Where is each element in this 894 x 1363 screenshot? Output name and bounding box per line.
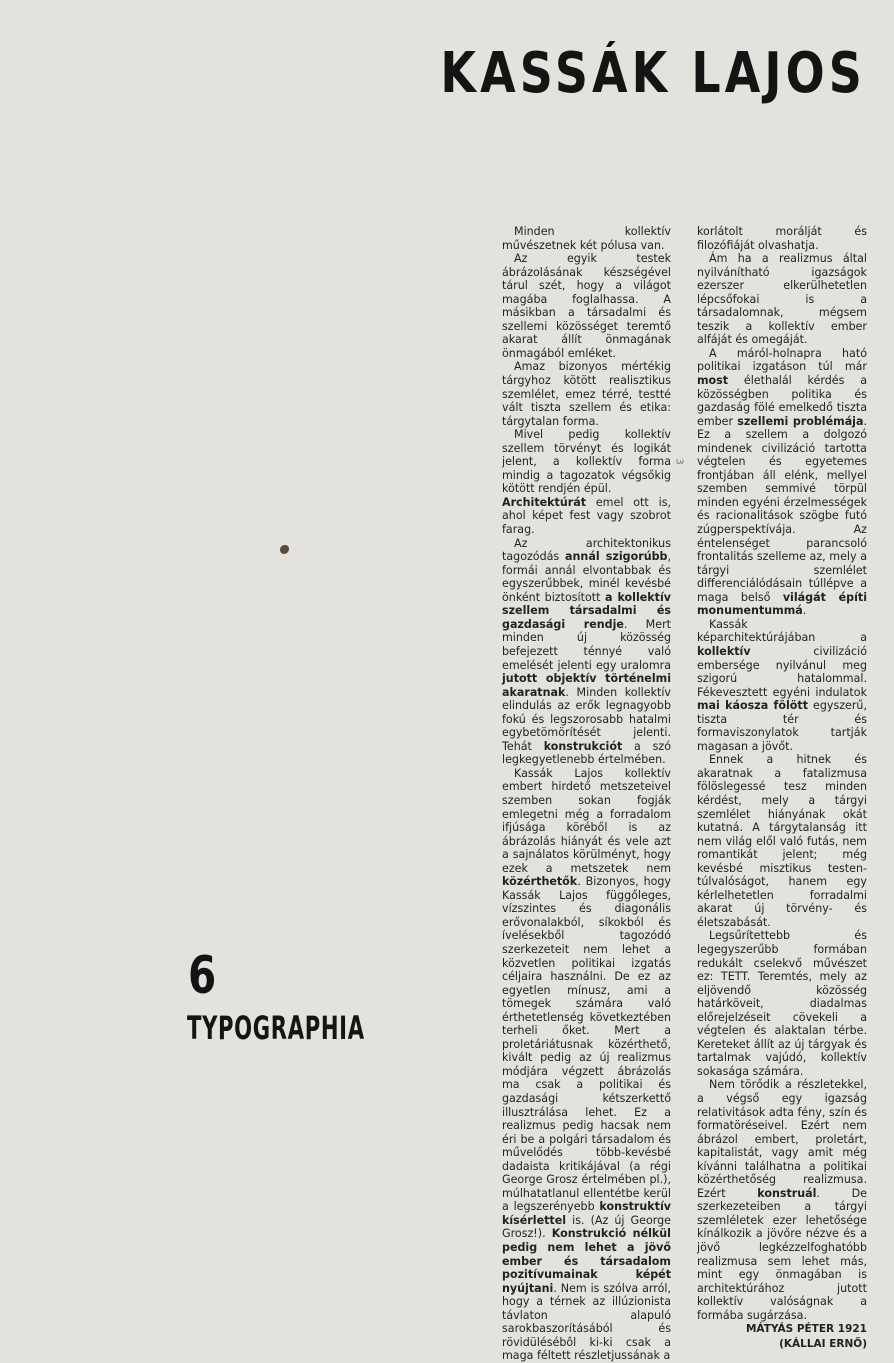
- paragraph: Legsűrítettebb és legegyszerűbb formában redukált cselekvő művészet ez: TETT. Teremtés, mely az eljövendő közösség határköveit, diadalmas előrejelzéseit cövekeli a végtelen és alaktalan térbe. Kereteket állít az új tárgyak és tartalmak vajúdó, kollektív sokasága számára.: [697, 929, 867, 1078]
- paragraph: Minden kollektív művészetnek két pólusa van.: [502, 225, 671, 252]
- paragraph: A máról-holnapra ható politikai izgatáson túl már most élethalál kérdés a közösségben politika és gazdaság fölé emelkedő tiszta ember szellemi problémája. Ez a szellem a dolgozó mindenek civilizáció tartotta végtelen és egyetemes frontjában áll elénk, mellyel szemben semmivé törpül minden egyéni érzelmességek és racionalitások szögbe futó zúgperspektívája. Az éntelenséget parancsoló frontalitás szelleme az, mely a tárgyi szemlélet differenciálódásain túllépve a maga belső világát építi monumentummá.: [697, 346, 868, 618]
- paragraph: Nem törődik a részletekkel, a végső egy igazság relativitások adta fény, szín és formatöréseivel. Ezért nem ábrázol embert, proletárt, kapitalistát, vagy amit még kívánni találhatna a politikai közérthetőség realizmusa. Ezért konstruál. De szerkezeteiben a tárgyi szemléletek ezer lehetősége kínálkozik a jövőre nézve és a jövő legkézzelfoghatóbb realizmusa sem lehet más, mint egy önmagában is architektúrához jutott kollektív valóságnak a formába sugárzása.: [697, 1078, 867, 1322]
- page-title: KASSÁK LAJOS: [440, 41, 866, 106]
- paragraph: Kassák képarchitektúrájában a kollektív civilizáció embersége nyilvánul meg szigorú hatalommal. Fékevesztett egyéni indulatok mai káosza fölött egyszerű, tiszta tér és formaviszonylatok tartják magasan a jövőt.: [697, 617, 867, 753]
- author-real-name: (KÁLLAI ERNŐ): [779, 1337, 867, 1350]
- text-column-left: [502, 225, 671, 1363]
- publication-name: TYPOGRAPHIA: [187, 1009, 365, 1047]
- stain-mark: [280, 545, 289, 554]
- paragraph: Ennek a hitnek és akaratnak a fatalizmusa fölöslegessé tesz minden kérdést, mely a tárgyi szemlélet hiányának okát kutatná. A tárgytalanság itt nem világ elől való futás, nem romantikát jelent; még kevésbé misztikus testen-túlvalóságot, hanem egy kérlelhetetlen forradalmi akarat új törvény- és életszabását.: [697, 753, 867, 929]
- paragraph: korlátolt morálját és filozófiáját olvashatja.: [697, 225, 867, 252]
- paragraph: Mivel pedig kollektív szellem törvényt és logikát jelent, a kollektív forma mindig a tagozatok végsőkig kötött rendjén épül.: [502, 428, 671, 496]
- pencil-mark: 3: [673, 458, 685, 465]
- author-signature: MÁTYÁS PÉTER 1921: [745, 1323, 867, 1336]
- issue-number: 6: [188, 946, 217, 1006]
- paragraph: Ám ha a realizmus által nyilvánítható igazságok ezerszer elkerülhetetlen lépcsőfokai is a társadalomnak, mégsem teszik a kollektív ember alfáját és omegáját.: [697, 252, 867, 347]
- paragraph: Az architektonikus tagozódás annál szigorúbb, formái annál elvontabbak és egyszerűbbek, minél kevésbé önként biztosított a kollektív szellem társadalmi és gazdasági rendje. Mert minden új közösség befejezett ténnyé való emelését jelenti egy uralomra jutott objektív történelmi akaratnak. Minden kollektív elindulás az erők legnagyobb fokú és legszorosabb hatalmi egybetömörítését jelenti. Tehát konstrukciót a szó legkegyetlenebb értelmében.: [502, 536, 672, 767]
- paragraph: Kassák Lajos kollektív embert hirdető metszeteivel szemben sokan fogják emlegetni még a forradalom ifjúsága köréből is az ábrázolás hiányát és vele azt a sajnálatos körülményt, hogy ezek a metszetek nem közérthetők. Bizonyos, hogy Kassák Lajos függőleges, vízszintes és diagonális erővonalakból, síkokból és ívelésekből tagozódó szerkezeteit nem lehet a közvetlen politikai izgatás céljaira használni. De ez az egyetlen mínusz, ami a tömegek számára való érthetetlenség következtében terheli őket. Mert a proletáriátusnak közérthető, kivált pedig az új realizmus módjára végzett ábrázolás ma csak a politikai és gazdasági kétszerkettő illusztrálása lehet. Ez a realizmus pedig hacsak nem éri be a polgári társadalom és művelődés több-kevésbé dadaista kritikájával (a régi George Grosz értelmében pl.), múlhatatlanul ellentétbe kerül a legszerényebb konstruktív kísérlettel is. (Az új George Grosz!). Konstrukció nélkül pedig nem lehet a jövő ember és társadalom pozitívumainak képét nyújtani. Nem is szólva arról, hogy a térnek az illúzionista távlaton alapuló sarokbaszorításából és rövidülésébôl ki-ki csak a maga féltett részletjussának a: [502, 766, 671, 1363]
- paragraph: Az egyik testek ábrázolásának készségével tárul szét, hogy a világot magába foglalhassa. A másikban a társadalmi és szellemi közösséget teremtő akarat állít önmagának önmagából emléket.: [502, 252, 671, 360]
- text-column-right: [697, 225, 867, 1351]
- paragraph: Architektúrát emel ott is, ahol képet fest vagy szobrot farag.: [502, 495, 671, 537]
- paragraph: Amaz bizonyos mértékig tárgyhoz kötött realisztikus szemlélet, emez térré, testté vált tiszta szellem és etika: tárgytalan forma.: [502, 360, 671, 428]
